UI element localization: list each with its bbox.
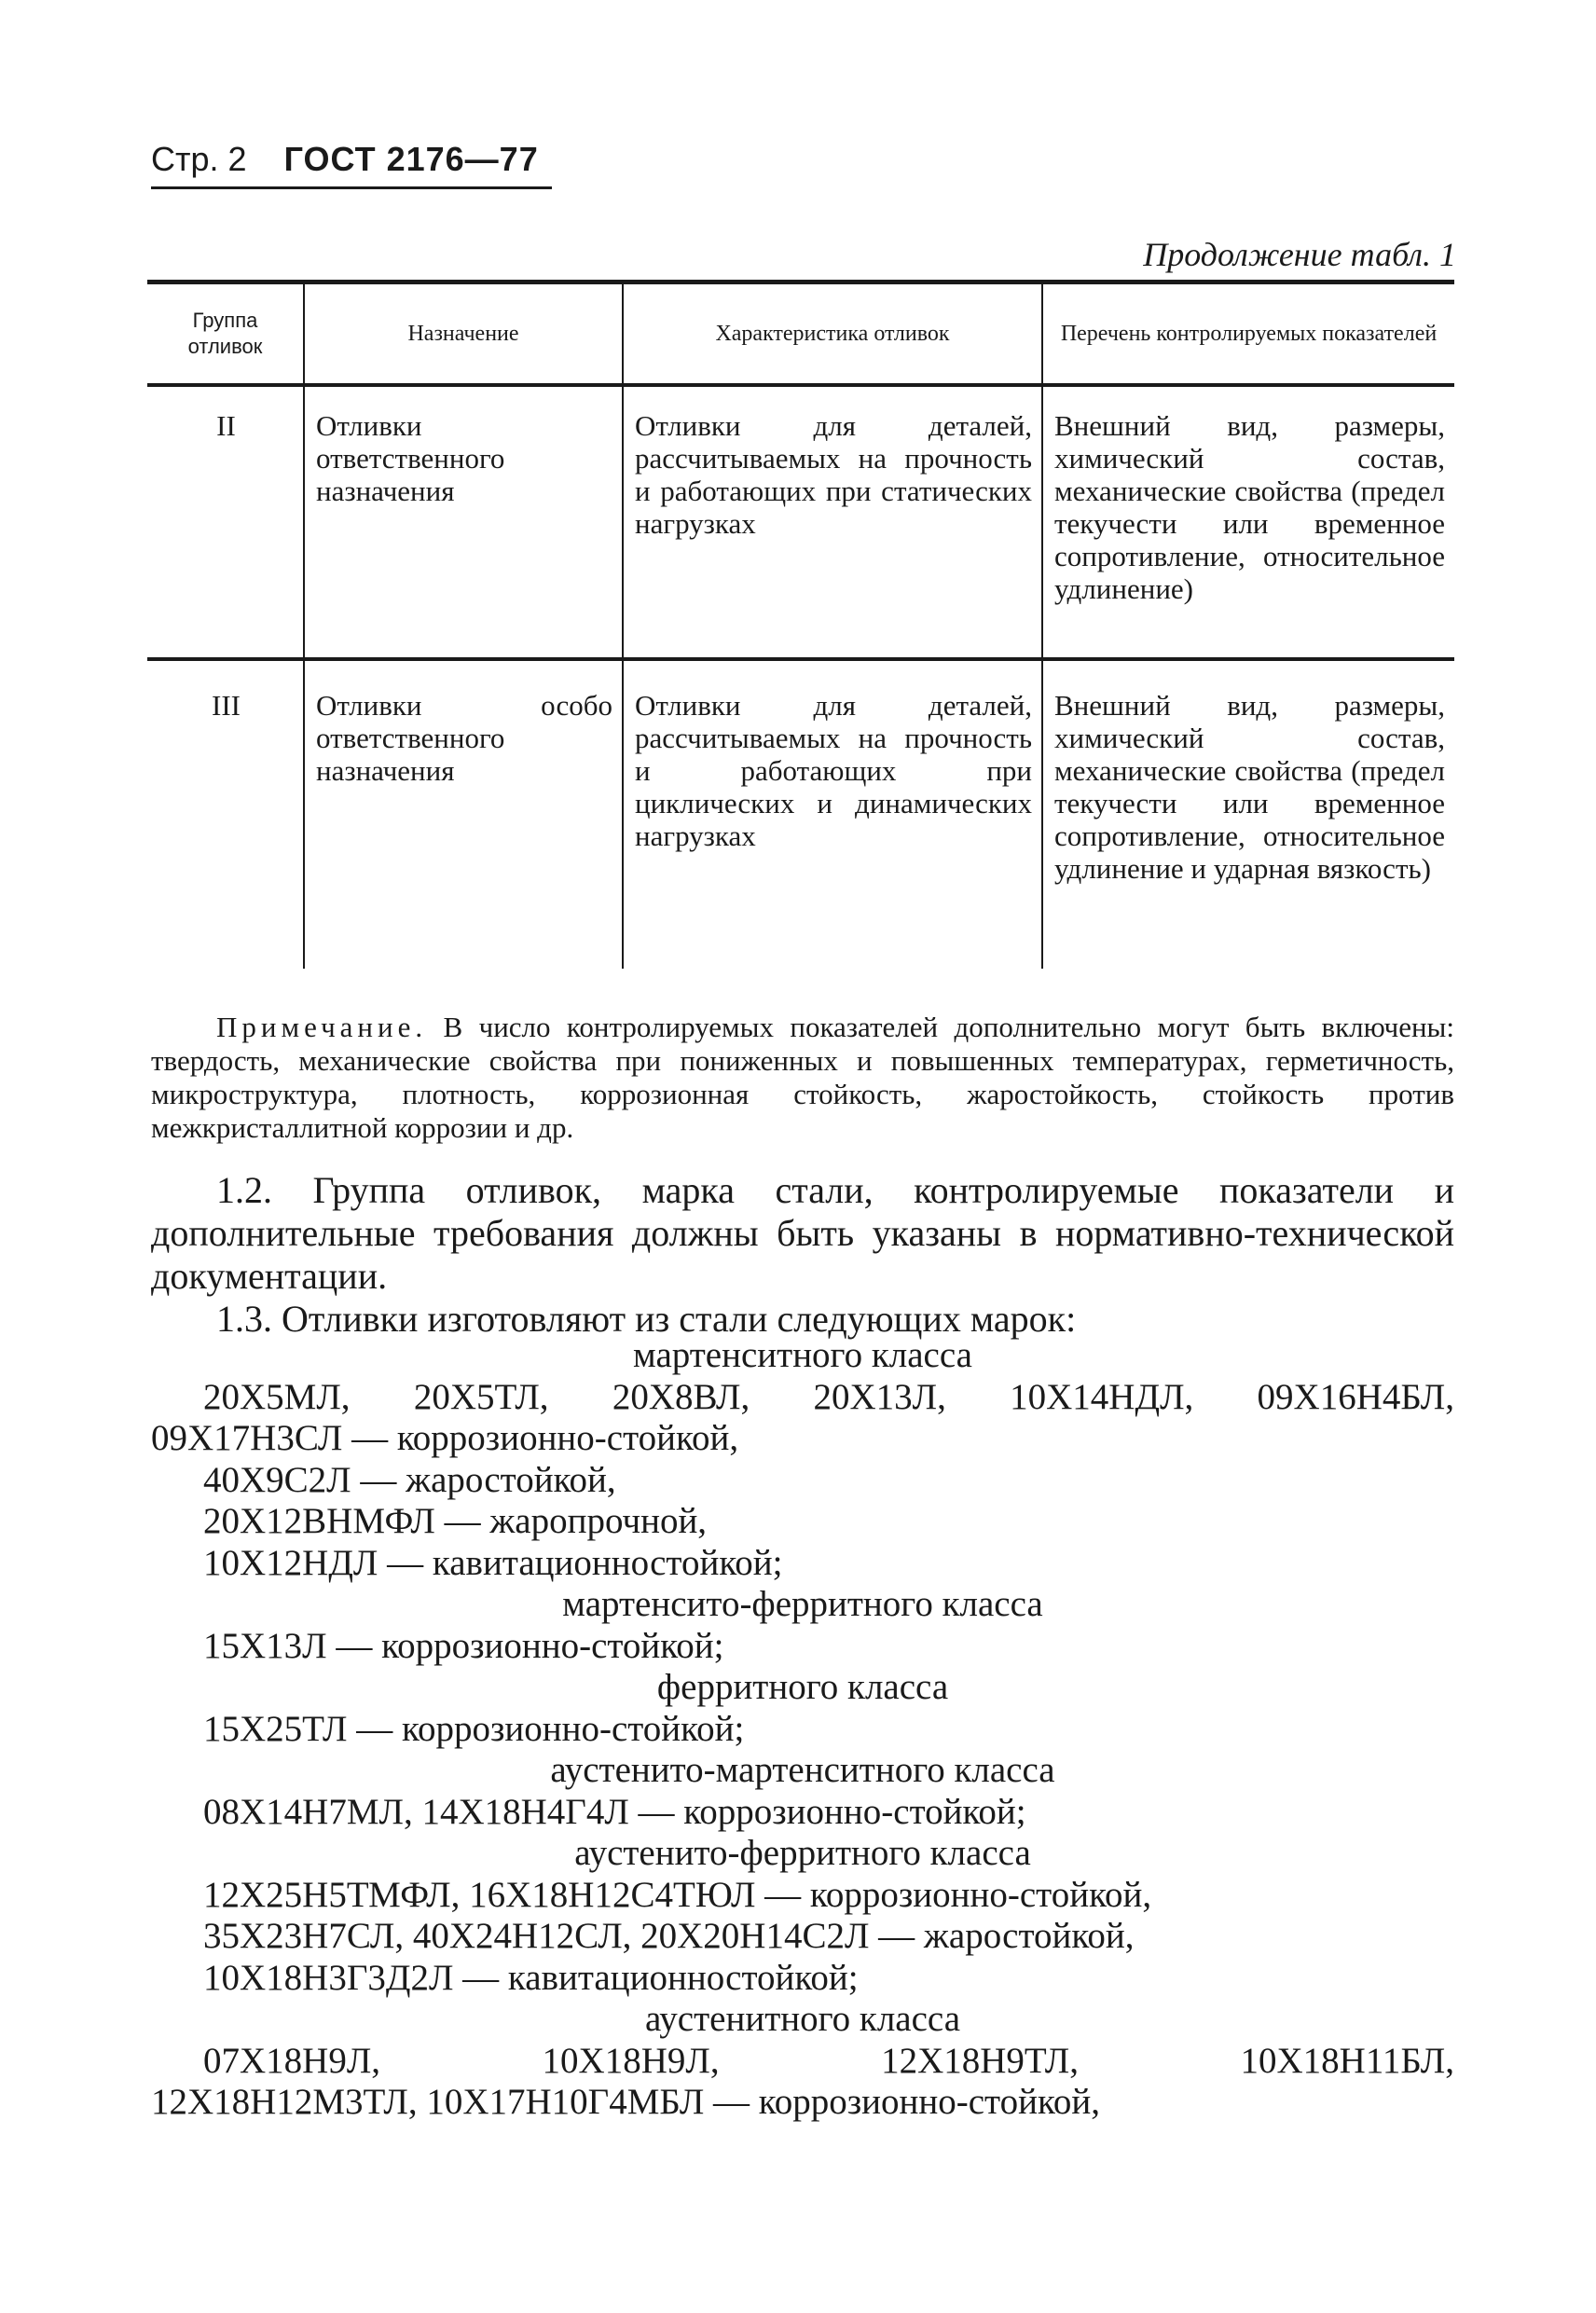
page-header (151, 140, 539, 179)
steel-grades-line: 10Х12НДЛ — кавитационностойкой; (203, 1542, 783, 1583)
column-header-purpose: Назначение (304, 282, 623, 386)
steel-grades-line: 07Х18Н9Л, 10Х18Н9Л, 12Х18Н9ТЛ, 10Х18Н11БЛ, (203, 2040, 1454, 2081)
class-heading: аустенитного класса (644, 1999, 961, 2039)
steel-grades-line: 20Х5МЛ, 20Х5ТЛ, 20Х8ВЛ, 20Х13Л, 10Х14НДЛ, 09Х16Н4БЛ, (203, 1376, 1454, 1417)
steel-grades-line: 08Х14Н7МЛ, 14Х18Н4Г4Л — коррозионно-стойкой; (203, 1791, 1026, 1832)
steel-grades-line: 09Х17Н3СЛ — коррозионно-стойкой, (151, 1418, 739, 1458)
table-continuation-label: Продолжение табл. 1 (1143, 236, 1456, 273)
header-rule (151, 186, 552, 189)
steel-grades-line: 15Х25ТЛ — коррозионно-стойкой; (203, 1708, 745, 1749)
class-heading: аустенито-мартенситного класса (550, 1750, 1055, 1790)
steel-grades-line: 12Х18Н12М3ТЛ, 10Х17Н10Г4МБЛ — коррозионно-стойкой, (151, 2082, 1101, 2122)
table-note (151, 1011, 1454, 1145)
table-header-row (147, 282, 1454, 386)
steel-grades-list (151, 1335, 1454, 2124)
class-heading: мартенсито-ферритного класса (562, 1584, 1043, 1624)
cell-characteristic: Отливки для деталей, рассчитываемых на прочность и работающих при статических нагрузках (623, 385, 1042, 659)
steel-grades-line: 20Х12ВНМФЛ — жаропрочной, (203, 1501, 708, 1541)
casting-groups-table (147, 280, 1454, 969)
cell-indicators: Внешний вид, размеры, химический состав, механические свойства (предел текучести или временное сопротивление, относительное удлинение и ударная вязкость) (1042, 659, 1454, 969)
note-label: Примечание. (216, 1011, 428, 1043)
note-text: В число контролируемых показателей дополнительно могут быть включены: твердость, механические свойства при пониженных и повышенных температурах, герметичность, микроструктура, плотность, коррозионная стойкость, жаростойкость, стойкость против межкристаллитной коррозии и др. (151, 1011, 1455, 1144)
steel-grades-line: 40Х9С2Л — жаростойкой, (203, 1459, 616, 1500)
clause-1-2: 1.2. Группа отливок, марка стали, контролируемые показатели и дополнительные требования должны быть указаны в нормативно-технической документации. (151, 1169, 1454, 1297)
clauses (151, 1169, 1454, 1341)
column-header-group: Группа отливок (147, 282, 304, 386)
steel-grades-line: 15Х13Л — коррозионно-стойкой; (203, 1625, 724, 1666)
class-heading: мартенситного класса (633, 1335, 972, 1375)
steel-grades-line: 12Х25Н5ТМФЛ, 16Х18Н12С4ТЮЛ — коррозионно-стойкой, (203, 1874, 1152, 1915)
class-heading: аустенито-ферритного класса (574, 1833, 1031, 1873)
table-row (147, 385, 1454, 659)
cell-purpose: Отливки ответственного назначения (304, 385, 623, 659)
page-number: Стр. 2 (151, 140, 247, 178)
cell-group: II (147, 385, 304, 659)
cell-indicators: Внешний вид, размеры, химический состав, механические свойства (предел текучести или временное сопротивление, относительное удлинение) (1042, 385, 1454, 659)
steel-grades-line: 10Х18Н3Г3Д2Л — кавитационностойкой; (203, 1957, 859, 1998)
cell-purpose: Отливки особо ответственного назначения (304, 659, 623, 969)
column-header-indicators: Перечень контролируемых показателей (1042, 282, 1454, 386)
class-heading: ферритного класса (656, 1667, 949, 1707)
clause-1-3: 1.3. Отливки изготовляют из стали следующих марок: (216, 1298, 1077, 1340)
standard-code: ГОСТ 2176—77 (283, 140, 539, 178)
cell-group: III (212, 689, 241, 722)
table-row (147, 659, 1454, 969)
column-header-characteristic: Характеристика отливок (623, 282, 1042, 386)
steel-grades-line: 35Х23Н7СЛ, 40Х24Н12СЛ, 20Х20Н14С2Л — жаростойкой, (203, 1916, 1135, 1956)
cell-characteristic: Отливки для деталей, рассчитываемых на прочность и работающих при циклических и динамических нагрузках (623, 659, 1042, 969)
